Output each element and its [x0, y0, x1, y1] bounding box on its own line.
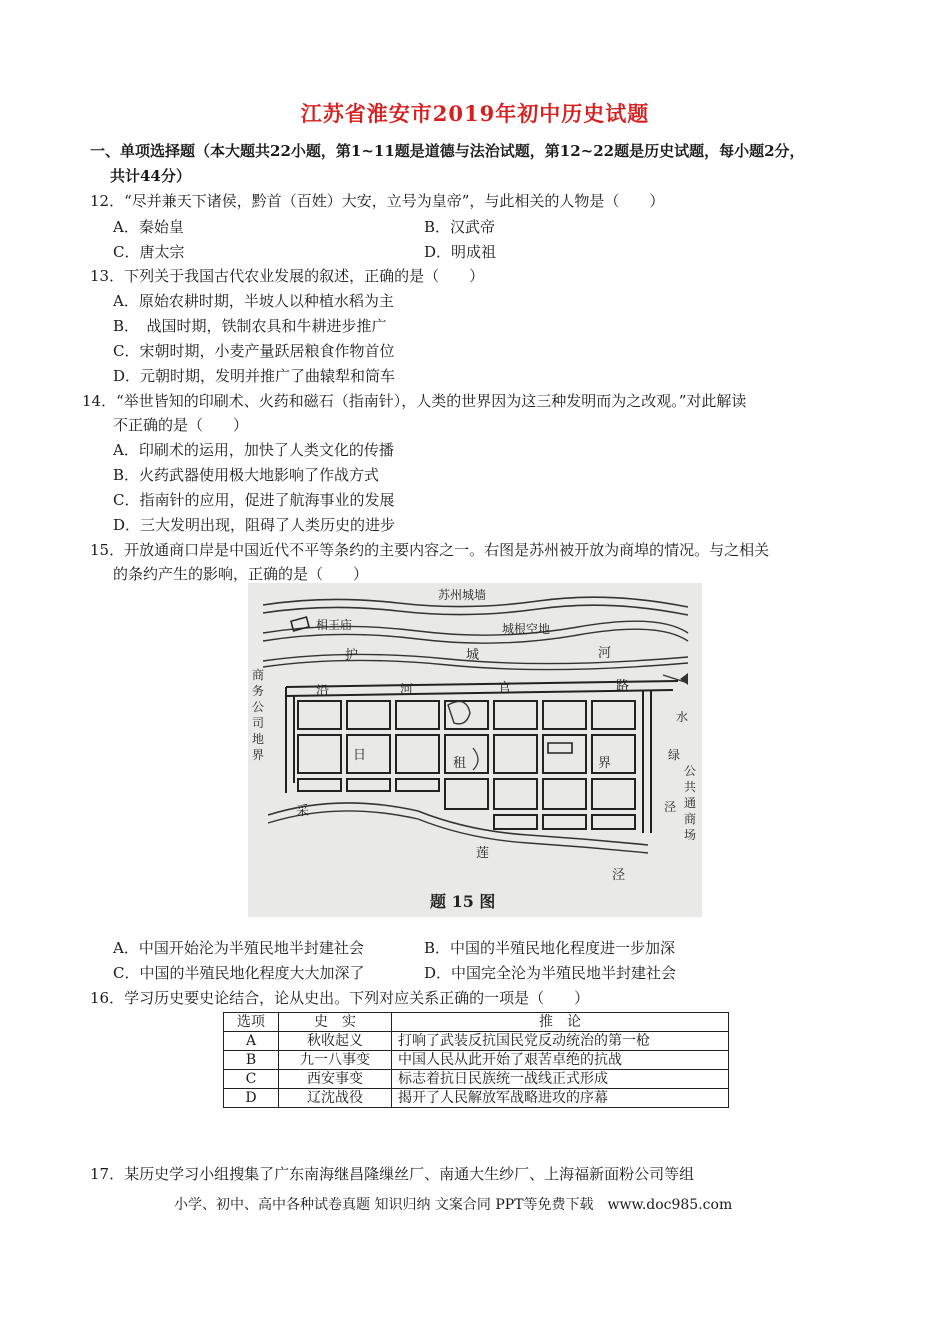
q14-option-c: C．指南针的应用，促进了航海事业的发展 [113, 491, 395, 509]
section-heading-line2: 共计44分） [110, 167, 191, 185]
map-label-lian: 莲 [476, 846, 490, 861]
q15-stem-line1: 15．开放通商口岸是中国近代不平等条约的主要内容之一。右图是苏州被开放为商埠的情况。与之相关 [90, 541, 770, 559]
q15-option-d: D．中国完全沦为半殖民地半封建社会 [424, 964, 677, 982]
table-header-cell: 史 实 [279, 1013, 392, 1032]
map-label-public-6: 场 [684, 828, 697, 842]
q14-stem-line1: 14．“举世皆知的印刷术、火药和磁石（指南针），人类的世界因为这三种发明而为之改观。”对此解读 [82, 392, 747, 410]
map-label-jing-right: 泾 [664, 800, 677, 814]
q12-option-c: C．唐太宗 [113, 243, 185, 261]
section-heading-line1: 一、单项选择题（本大题共22小题，第1~11题是道德与法治试题，第12~22题是历史试题，每小题2分， [90, 142, 805, 160]
map-label-public-4: 通 [684, 796, 697, 810]
table-cell: 标志着抗日民族统一战线正式形成 [392, 1070, 729, 1089]
table-header-cell: 推 论 [392, 1013, 729, 1032]
table-cell: 辽沈战役 [279, 1089, 392, 1108]
q14-stem-line2: 不正确的是（ ） [113, 416, 249, 434]
table-header-cell: 选项 [224, 1013, 279, 1032]
table-cell: 中国人民从此开始了艰苦卓绝的抗战 [392, 1051, 729, 1070]
map-label-concession-3: 界 [598, 756, 612, 771]
table-cell: A [224, 1032, 279, 1051]
map-label-concession-1: 日 [353, 748, 367, 763]
table-header-row [224, 1013, 729, 1032]
q13-option-c: C．宋朝时期，小麦产量跃居粮食作物首位 [113, 342, 395, 360]
q13-option-a: A．原始农耕时期，半坡人以种植水稻为主 [113, 292, 394, 310]
q13-option-d: D．元朝时期，发明并推广了曲辕犁和筒车 [113, 367, 396, 385]
q12-option-b: B．汉武帝 [424, 218, 496, 236]
map-label-company-2: 务 [252, 684, 265, 698]
map-label-road-2: 河 [400, 683, 414, 698]
map-label-company-4: 司 [252, 716, 265, 730]
map-label-public-2: 公 [684, 764, 697, 778]
q15-stem-line2: 的条约产生的影响，正确的是（ ） [113, 565, 369, 583]
map-drawing [248, 583, 702, 917]
q16-table [223, 1012, 729, 1108]
q15-option-c: C．中国的半殖民地化程度大大加深了 [113, 964, 365, 982]
q14-option-d: D．三大发明出现，阻碍了人类历史的进步 [113, 516, 396, 534]
table-row [224, 1051, 729, 1070]
q15-option-a: A．中国开始沦为半殖民地半封建社会 [113, 939, 364, 957]
table-cell: 九一八事变 [279, 1051, 392, 1070]
table-cell: B [224, 1051, 279, 1070]
map-label-company-3: 公 [252, 700, 265, 714]
q13-stem: 13．下列关于我国古代农业发展的叙述，正确的是（ ） [90, 267, 485, 285]
map-label-moat-3: 河 [598, 646, 612, 661]
table-cell: D [224, 1089, 279, 1108]
q17-stem: 17．某历史学习小组搜集了广东南海继昌隆缫丝厂、南通大生纱厂、上海福新面粉公司等组 [90, 1165, 695, 1183]
map-label-road-4: 路 [616, 679, 630, 694]
map-label-road-3: 官 [498, 681, 512, 696]
map-label-cai: 采 [296, 804, 310, 819]
map-label-concession-2: 租 [453, 756, 467, 771]
map-label-company-6: 界 [252, 748, 265, 762]
q12-stem: 12．“尽并兼天下诸侯，黔首（百姓）大安，立号为皇帝”，与此相关的人物是（ ） [90, 192, 665, 210]
map-label-public-3: 共 [684, 780, 697, 794]
map-label-temple: 相王庙 [316, 618, 353, 632]
page-footer: 小学、初中、高中各种试卷真题 知识归纳 文案合同 PPT等免费下载 www.doc985.com [174, 1197, 733, 1213]
table-cell: 秋收起义 [279, 1032, 392, 1051]
q15-option-b: B．中国的半殖民地化程度进一步加深 [424, 939, 676, 957]
q12-option-d: D．明成祖 [424, 243, 497, 261]
table-row [224, 1070, 729, 1089]
map-grid [286, 681, 681, 833]
table-row [224, 1032, 729, 1051]
map-caption: 题 15 图 [430, 892, 496, 911]
map-label-city-wall: 苏州城墙 [438, 588, 487, 602]
q14-option-a: A．印刷术的运用，加快了人类文化的传播 [113, 441, 394, 459]
map-label-public-5: 商 [684, 812, 697, 826]
table-cell: 打响了武装反抗国民党反动统治的第一枪 [392, 1032, 729, 1051]
table-cell: C [224, 1070, 279, 1089]
map-label-water: 水 [676, 710, 689, 724]
table-cell: 揭开了人民解放军战略进攻的序幕 [392, 1089, 729, 1108]
map-label-vacant-land: 城根空地 [502, 622, 551, 636]
table-row [224, 1089, 729, 1108]
q14-option-b: B．火药武器使用极大地影响了作战方式 [113, 466, 380, 484]
map-label-company-1: 商 [252, 668, 265, 682]
map-label-moat-2: 城 [466, 648, 480, 663]
map-label-public-1: 绿 [668, 748, 681, 762]
q12-option-a: A．秦始皇 [113, 218, 184, 236]
map-label-company-5: 地 [252, 732, 265, 746]
table-cell: 西安事变 [279, 1070, 392, 1089]
map-label-jing-bottom: 泾 [612, 868, 626, 883]
page-title: 江苏省淮安市2019年初中历史试题 [300, 101, 650, 126]
q16-stem: 16．学习历史要史论结合，论从史出。下列对应关系正确的一项是（ ） [90, 989, 590, 1007]
map-label-moat-1: 护 [345, 648, 359, 663]
map-label-road-1: 沿 [316, 684, 330, 699]
suzhou-map-figure [248, 583, 702, 917]
q13-option-b: B． 战国时期，铁制农具和牛耕进步推广 [113, 317, 387, 335]
